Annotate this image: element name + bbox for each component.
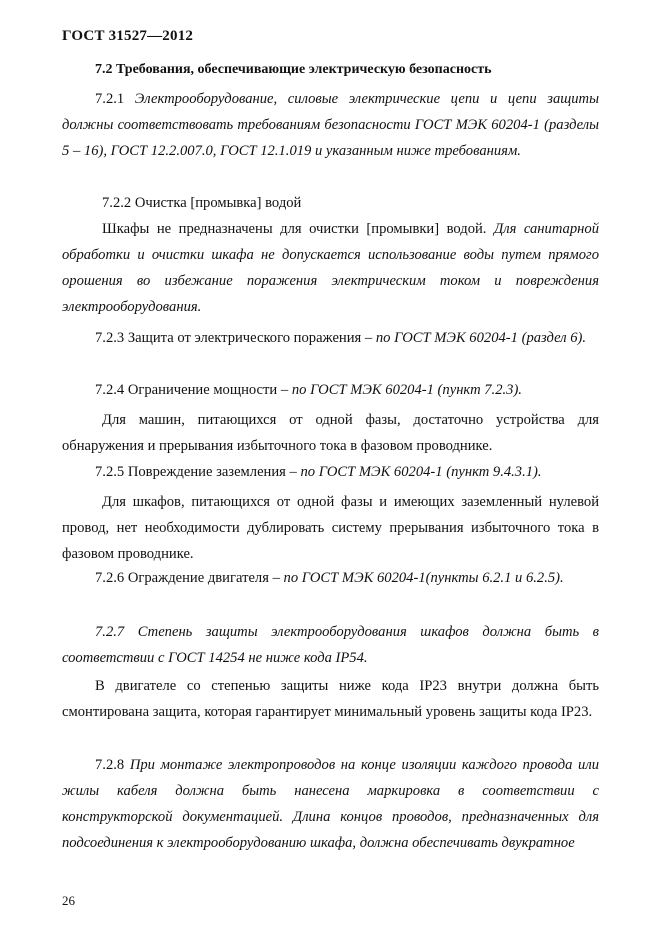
- paragraph-plain-text: 7.2.6 Ограждение двигателя –: [95, 570, 284, 586]
- paragraph-number: 7.2.1: [95, 91, 135, 107]
- paragraph-7-2-5-body: Для шкафов, питающихся от одной фазы и имеющих заземленный нулевой провод, нет необходимости дублировать систему прерывания избыточного тока в фазовом проводнике.: [62, 494, 599, 562]
- paragraph-italic-text: по ГОСТ МЭК 60204-1 (пункт 9.4.3.1).: [300, 464, 542, 480]
- paragraph-7-2-7-body: В двигателе со степенью защиты ниже кода IP23 внутри должна быть смонтирована защита, которая гарантирует минимальный уровень защиты кода IP23.: [62, 678, 599, 720]
- paragraph-7-2-8: [62, 752, 599, 856]
- document-header: ГОСТ 31527—2012: [62, 28, 194, 44]
- paragraph-7-2-1: [62, 86, 599, 164]
- page-number: 26: [62, 893, 75, 908]
- paragraph-text: Электрооборудование, силовые электрические цепи и цепи защиты должны соответствовать требованиям безопасности ГОСТ МЭК 60204-1 (разделы 5 – 16), ГОСТ 12.2.007.0, ГОСТ 12.1.019 и указанным ниже требованиям.: [62, 91, 599, 159]
- paragraph-7-2-2-title: 7.2.2 Очистка [промывка] водой: [102, 195, 302, 211]
- paragraph-7-2-4: [62, 377, 599, 403]
- paragraph-7-2-4-body: Для машин, питающихся от одной фазы, достаточно устройства для обнаружения и прерывания избыточного тока в фазовом проводнике.: [62, 412, 599, 454]
- paragraph-italic-text: по ГОСТ МЭК 60204-1(пункты 6.2.1 и 6.2.5).: [283, 570, 564, 586]
- paragraph-7-2-7: 7.2.7 Степень защиты электрооборудования шкафов должна быть в соответствии с ГОСТ 14254 не ниже кода IP54.: [62, 624, 599, 666]
- paragraph-7-2-6: [62, 567, 599, 589]
- paragraph-italic-text: Для санитарной обработки и очистки шкафа не допускается использование воды путем прямого орошения во избежание поражения электрическим током и повреждения электрооборудования.: [62, 221, 599, 315]
- paragraph-text: При монтаже электропроводов на конце изоляции каждого провода или жилы кабеля должна быть нанесена маркировка в соответствии с конструкторской документацией. Длина концов проводов, предназначенных для подсоединения к электрооборудованию шкафа, должна обеспечивать двукратное: [62, 757, 599, 851]
- paragraph-italic-text: по ГОСТ МЭК 60204-1 (раздел 6).: [375, 330, 587, 346]
- paragraph-italic-text: по ГОСТ МЭК 60204-1 (пункт 7.2.3).: [291, 382, 522, 398]
- paragraph-7-2-5: [62, 459, 599, 485]
- paragraph-plain-text: 7.2.3 Защита от электрического поражения –: [95, 330, 376, 346]
- paragraph-7-2-3: [62, 325, 599, 351]
- paragraph-number: 7.2.8: [95, 757, 130, 773]
- paragraph-plain-text: Шкафы не предназначены для очистки [промывки] водой.: [102, 221, 494, 237]
- section-title: 7.2 Требования, обеспечивающие электрическую безопасность: [95, 62, 492, 77]
- paragraph-plain-text: 7.2.4 Ограничение мощности –: [95, 382, 292, 398]
- paragraph-7-2-2-body: [62, 216, 599, 320]
- paragraph-plain-text: 7.2.5 Повреждение заземления –: [95, 464, 301, 480]
